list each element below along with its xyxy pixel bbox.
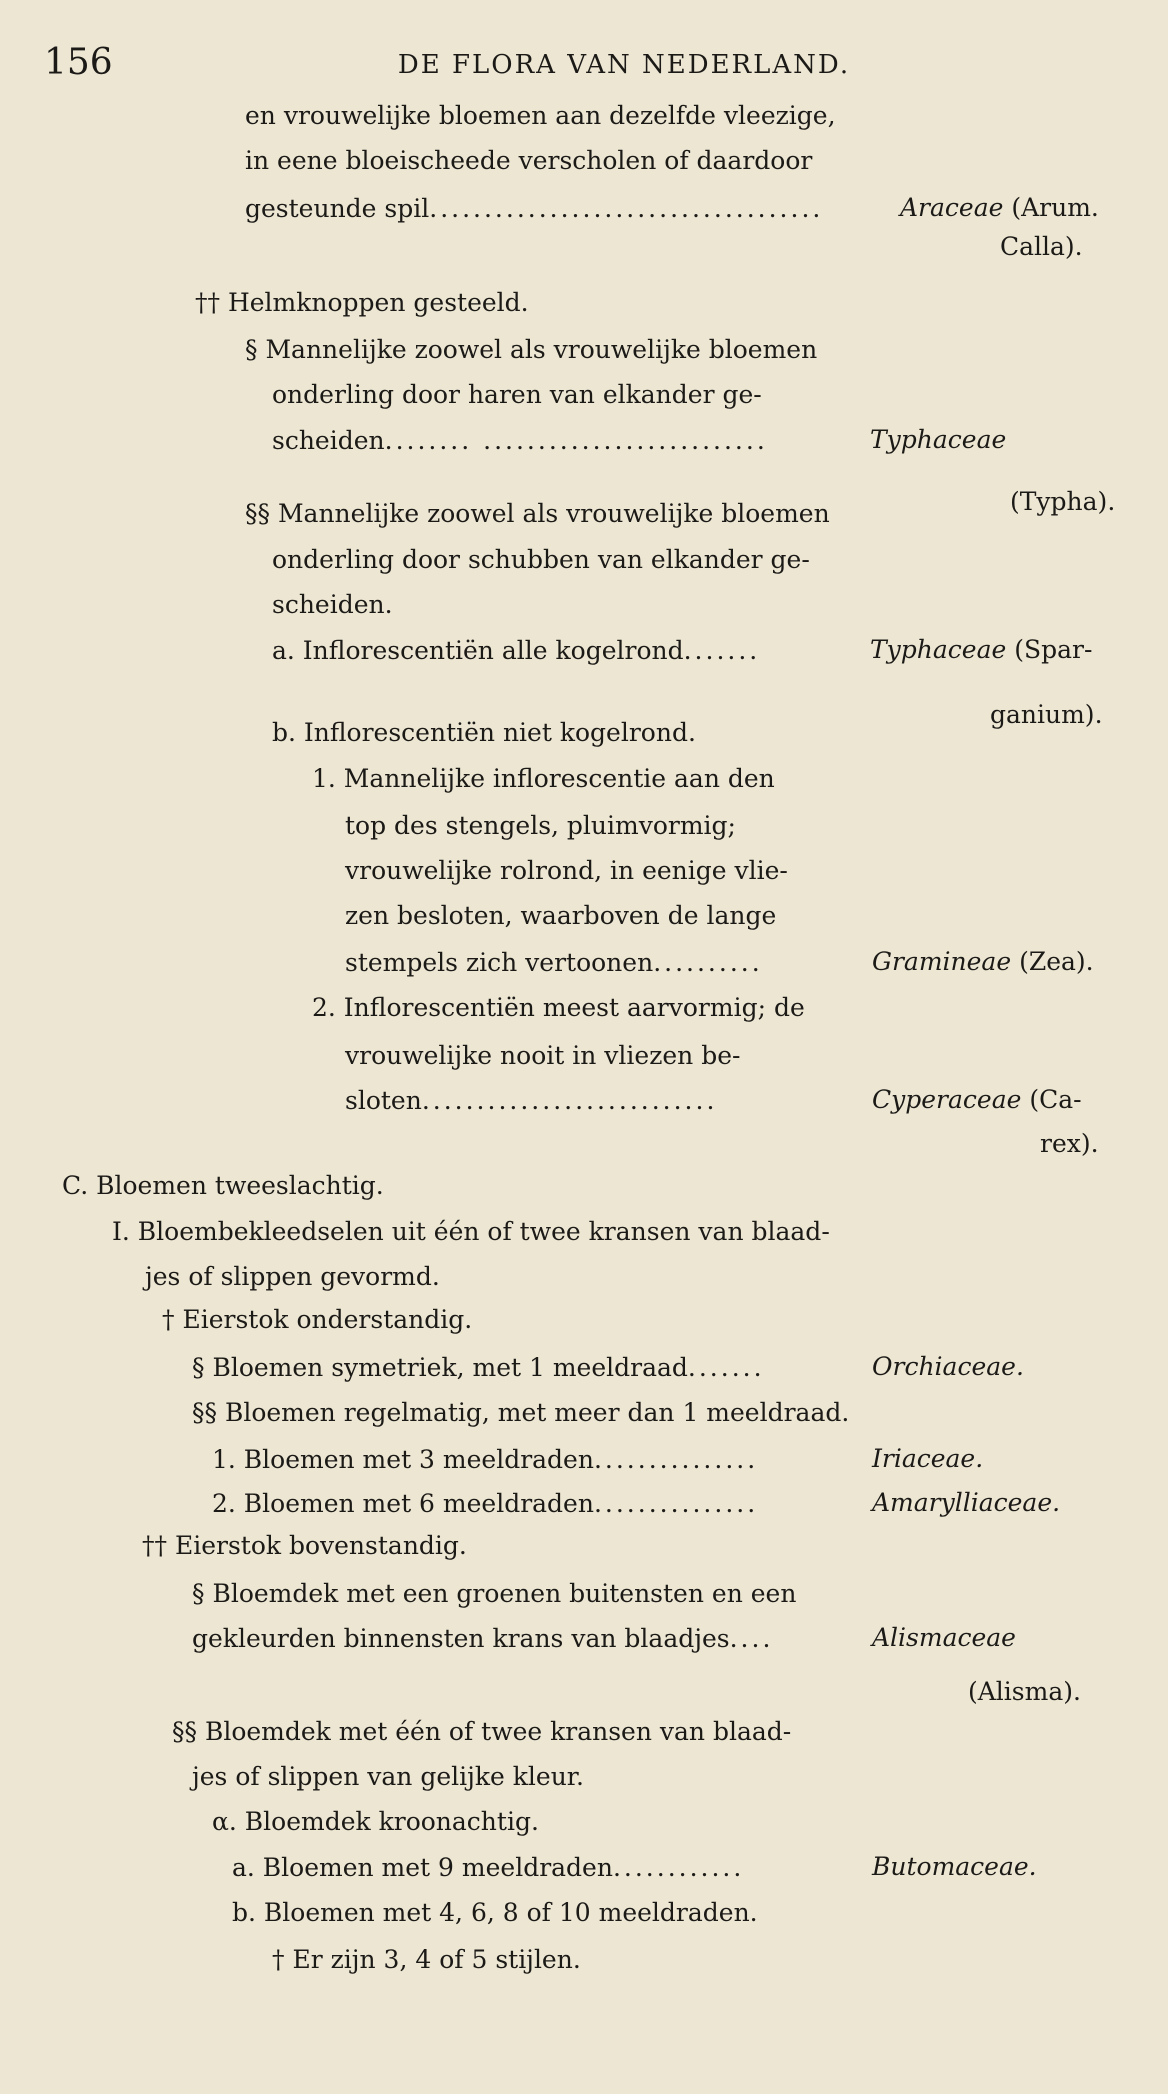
- text-line: [232, 1852, 744, 1884]
- genus-continuation: (Alisma).: [968, 1677, 1081, 1706]
- text-line: [272, 589, 393, 621]
- text-line: [272, 544, 810, 576]
- text-line: [345, 900, 776, 932]
- text-line: [62, 1170, 384, 1202]
- text-line: [245, 100, 836, 132]
- family-name-text: Alismaceae: [872, 1623, 1016, 1652]
- text-line: [272, 635, 760, 667]
- family-name: [872, 1085, 1082, 1114]
- line-text: vrouwelijke nooit in vliezen be-: [345, 1041, 741, 1070]
- text-line: [312, 992, 805, 1024]
- text-line: [345, 855, 788, 887]
- line-text: stempels zich vertoonen: [345, 948, 654, 977]
- leader-dots: ...............: [593, 1489, 759, 1518]
- genus-continuation: ganium).: [990, 700, 1103, 729]
- family-name: [872, 1352, 1024, 1381]
- text-line: [245, 193, 823, 225]
- text-line: [192, 1578, 796, 1610]
- text-line: [272, 717, 696, 749]
- leader-dots: ..........: [653, 948, 763, 977]
- family-name: [872, 947, 1094, 976]
- line-text: gesteunde spil: [245, 194, 430, 223]
- text-line: [195, 287, 529, 319]
- family-name-text: Gramineae: [872, 947, 1012, 976]
- line-text: 2. Bloemen met 6 meeldraden: [212, 1489, 594, 1518]
- line-text: in eene bloeischeede verscholen of daardoor: [245, 146, 813, 175]
- family-name-text: Iriaceae.: [872, 1444, 984, 1473]
- genus-suffix: (Zea).: [1019, 947, 1094, 976]
- family-name-text: Araceae: [900, 193, 1004, 222]
- page-header: [0, 40, 1168, 100]
- leader-dots: ........ ..........................: [384, 426, 768, 455]
- line-text: b. Bloemen met 4, 6, 8 of 10 meeldraden.: [232, 1898, 758, 1927]
- line-text: onderling door schubben van elkander ge-: [272, 545, 810, 574]
- text-line: [272, 425, 768, 457]
- text-line: [245, 145, 812, 177]
- text-line: [112, 1216, 830, 1248]
- text-line: [192, 1352, 765, 1384]
- text-line: [345, 947, 763, 979]
- family-name-text: Amarylliaceae.: [872, 1488, 1061, 1517]
- text-line: [345, 810, 736, 842]
- line-text: †† Eierstok bovenstandig.: [142, 1531, 467, 1560]
- line-text: b. Inflorescentiën niet kogelrond.: [272, 718, 696, 747]
- family-name-text: Typhaceae: [870, 425, 1007, 454]
- genus-suffix: (Spar-: [1014, 635, 1093, 664]
- line-text: 1. Bloemen met 3 meeldraden: [212, 1445, 594, 1474]
- text-line: [245, 334, 817, 366]
- line-text: 2. Inflorescentiën meest aarvormig; de: [312, 993, 805, 1022]
- line-text: zen besloten, waarboven de lange: [345, 901, 777, 930]
- line-text: vrouwelijke rolrond, in eenige vlie-: [345, 856, 788, 885]
- leader-dots: .......: [683, 636, 761, 665]
- family-name: [900, 193, 1099, 222]
- line-text: scheiden: [272, 426, 385, 455]
- leader-dots: ............: [612, 1853, 745, 1882]
- line-text: top des stengels, pluimvormig;: [345, 811, 736, 840]
- text-line: [272, 379, 762, 411]
- line-text: 1. Mannelijke inflorescentie aan den: [312, 764, 775, 793]
- line-text: α. Bloemdek kroonachtig.: [212, 1807, 539, 1836]
- family-name-text: Orchiaceae.: [872, 1352, 1024, 1381]
- text-line: [312, 763, 775, 795]
- family-name: [870, 425, 1006, 454]
- line-text: I. Bloembekleedselen uit één of twee kransen van blaad-: [112, 1217, 830, 1246]
- line-text: sloten: [345, 1086, 422, 1115]
- page-number: 156: [44, 42, 113, 83]
- text-line: [192, 1623, 773, 1655]
- line-text: §§ Bloemen regelmatig, met meer dan 1 meeldraad.: [192, 1398, 850, 1427]
- text-line: [212, 1488, 758, 1520]
- family-name-text: Cyperaceae: [872, 1085, 1022, 1114]
- line-text: §§ Mannelijke zoowel als vrouwelijke bloemen: [245, 499, 830, 528]
- line-text: en vrouwelijke bloemen aan dezelfde vleezige,: [245, 101, 836, 130]
- running-title: DE FLORA VAN NEDERLAND.: [397, 50, 851, 80]
- text-line: [245, 498, 830, 530]
- line-text: § Mannelijke zoowel als vrouwelijke bloemen: [245, 335, 818, 364]
- family-name-text: Butomaceae.: [872, 1852, 1037, 1881]
- leader-dots: ....................................: [429, 194, 824, 223]
- family-name: [872, 1623, 1016, 1652]
- text-line: [212, 1806, 539, 1838]
- text-line: [172, 1716, 791, 1748]
- family-name: [872, 1488, 1060, 1517]
- family-name: [872, 1852, 1037, 1881]
- line-text: †† Helmknoppen gesteeld.: [195, 288, 529, 317]
- genus-continuation: rex).: [1040, 1129, 1099, 1158]
- line-text: onderling door haren van elkander ge-: [272, 380, 762, 409]
- text-line: [232, 1897, 758, 1929]
- text-line: [212, 1444, 758, 1476]
- line-text: § Bloemdek met een groenen buitensten en een: [192, 1579, 797, 1608]
- text-line: [345, 1040, 740, 1072]
- family-name-text: Typhaceae: [870, 635, 1007, 664]
- line-text: a. Inflorescentiën alle kogelrond: [272, 636, 684, 665]
- line-text: § Bloemen symetriek, met 1 meeldraad: [192, 1353, 688, 1382]
- text-line: [192, 1761, 584, 1793]
- text-line: [142, 1530, 467, 1562]
- line-text: † Eierstok onderstandig.: [162, 1305, 473, 1334]
- line-text: † Er zijn 3, 4 of 5 stijlen.: [272, 1945, 581, 1974]
- leader-dots: ...........................: [421, 1086, 718, 1115]
- genus-suffix: (Ca-: [1029, 1085, 1082, 1114]
- text-line: [345, 1085, 717, 1117]
- line-text: §§ Bloemdek met één of twee kransen van blaad-: [172, 1717, 792, 1746]
- text-line: [162, 1304, 472, 1336]
- family-name: [870, 635, 1092, 664]
- genus-continuation: (Typha).: [1010, 487, 1116, 516]
- text-line: [145, 1261, 440, 1293]
- genus-continuation: Calla).: [1000, 232, 1083, 261]
- line-text: scheiden.: [272, 590, 393, 619]
- leader-dots: ....: [729, 1624, 774, 1653]
- genus-suffix: (Arum.: [1011, 193, 1099, 222]
- line-text: jes of slippen gevormd.: [145, 1262, 440, 1291]
- line-text: a. Bloemen met 9 meeldraden: [232, 1853, 613, 1882]
- leader-dots: .......: [687, 1353, 765, 1382]
- text-line: [272, 1944, 581, 1976]
- family-name: [872, 1444, 983, 1473]
- leader-dots: ...............: [593, 1445, 759, 1474]
- text-line: [192, 1397, 849, 1429]
- line-text: jes of slippen van gelijke kleur.: [192, 1762, 584, 1791]
- line-text: gekleurden binnensten krans van blaadjes: [192, 1624, 730, 1653]
- line-text: C. Bloemen tweeslachtig.: [62, 1171, 384, 1200]
